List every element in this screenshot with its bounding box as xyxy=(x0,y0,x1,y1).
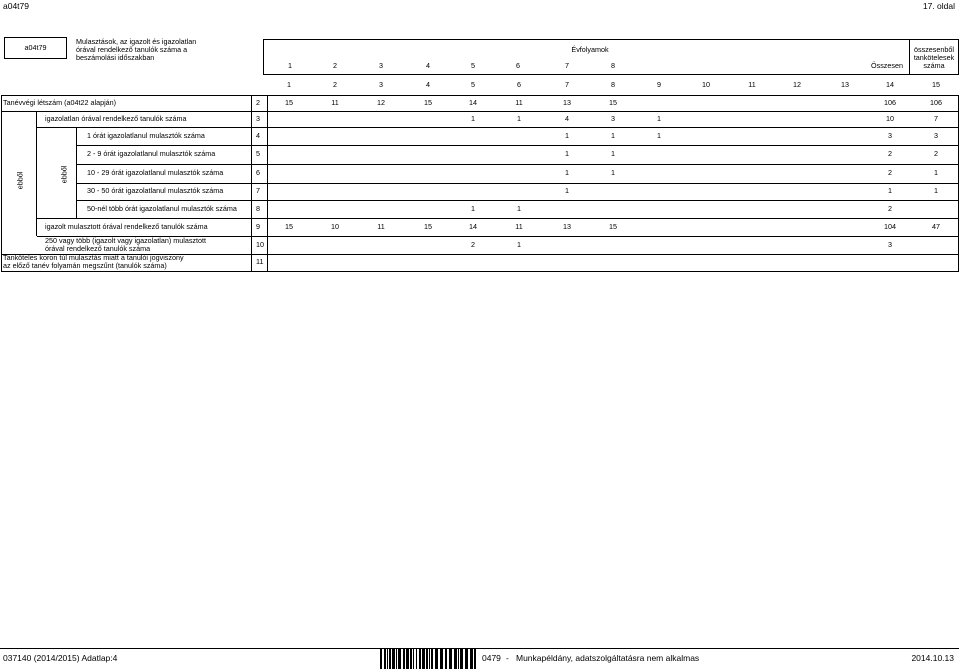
table-cell: 1 xyxy=(517,114,521,123)
barcode-bar xyxy=(419,649,421,669)
grade-label: 1 xyxy=(288,61,292,70)
row-number: 5 xyxy=(256,149,260,158)
row-divider xyxy=(77,200,959,201)
row-label: 50-nél több órát igazolatlanul mulasztók száma xyxy=(87,204,237,213)
barcode-bar xyxy=(454,649,457,669)
table-cell: 1 xyxy=(611,131,615,140)
table-cell: 1 xyxy=(611,149,615,158)
barcode-bar xyxy=(465,649,468,669)
table-cell: 2 xyxy=(471,240,475,249)
column-number: 12 xyxy=(793,80,801,89)
table-cell: 106 xyxy=(930,98,942,107)
column-number: 11 xyxy=(748,80,756,89)
evfolyamok-header: Évfolyamok xyxy=(571,45,609,54)
column-divider xyxy=(76,127,77,218)
table-cell: 14 xyxy=(469,98,477,107)
column-number: 5 xyxy=(471,80,475,89)
row-number: 9 xyxy=(256,222,260,231)
grade-label: 4 xyxy=(426,61,430,70)
barcode-bar xyxy=(406,649,409,669)
row-label: 2 - 9 órát igazolatlanul mulasztók száma xyxy=(87,149,216,158)
barcode-bar xyxy=(387,649,388,669)
table-cell: 3 xyxy=(888,131,892,140)
grade-label: 8 xyxy=(611,61,615,70)
barcode-bar xyxy=(474,649,476,669)
code-box xyxy=(4,37,67,59)
table-cell: 3 xyxy=(611,114,615,123)
table-cell: 2 xyxy=(888,149,892,158)
table-cell: 15 xyxy=(285,98,293,107)
table-cell: 1 xyxy=(565,168,569,177)
column-number: 3 xyxy=(379,80,383,89)
grade-label: 5 xyxy=(471,61,475,70)
barcode-bar xyxy=(392,649,395,669)
column-number: 6 xyxy=(517,80,521,89)
footer-mode: Munkapéldány, adatszolgáltatásra nem alkalmas xyxy=(516,653,700,663)
table-cell: 2 xyxy=(888,168,892,177)
table-cell: 15 xyxy=(424,222,432,231)
table-cell: 1 xyxy=(934,168,938,177)
table-cell: 1 xyxy=(657,131,661,140)
barcode-bar xyxy=(445,649,447,669)
row-number: 2 xyxy=(256,98,260,107)
footer-dash: - xyxy=(506,653,509,663)
row-divider xyxy=(77,145,959,146)
row-label: 1 órát igazolatlanul mulasztók száma xyxy=(87,131,205,140)
barcode-bar xyxy=(426,649,428,669)
table-cell: 1 xyxy=(888,186,892,195)
barcode-bar xyxy=(380,649,382,669)
barcode-bar xyxy=(398,649,401,669)
table-cell: 1 xyxy=(565,149,569,158)
row-label: igazolatlan órával rendelkező tanulók száma xyxy=(45,114,187,123)
column-number: 4 xyxy=(426,80,430,89)
barcode-bar xyxy=(470,649,473,669)
barcode-bar xyxy=(422,649,425,669)
osszesen-header: Összesen xyxy=(871,61,903,70)
table-cell: 12 xyxy=(377,98,385,107)
grade-label: 7 xyxy=(565,61,569,70)
barcode-bar xyxy=(413,649,414,669)
column-number: 14 xyxy=(886,80,894,89)
table-cell: 106 xyxy=(884,98,896,107)
table-cell: 1 xyxy=(565,131,569,140)
last-col-header: száma xyxy=(923,61,945,70)
row-number: 8 xyxy=(256,204,260,213)
row-label: igazolt mulasztott órával rendelkező tanulók száma xyxy=(45,222,208,231)
column-number: 8 xyxy=(611,80,615,89)
table-cell: 2 xyxy=(934,149,938,158)
table-cell: 104 xyxy=(884,222,896,231)
barcode-bar xyxy=(429,649,430,669)
table-cell: 3 xyxy=(934,131,938,140)
footer-left: 037140 (2014/2015) Adatlap:4 xyxy=(3,653,118,663)
table-cell: 1 xyxy=(471,114,475,123)
description-line: beszámolási időszakban xyxy=(76,53,155,62)
footer-date: 2014.10.13 xyxy=(911,653,954,663)
last-col-header: összesenből xyxy=(914,45,954,54)
column-divider xyxy=(36,111,37,236)
barcode-bar xyxy=(449,649,452,669)
table-cell: 15 xyxy=(609,222,617,231)
row-label: órával rendelkező tanulók száma xyxy=(45,243,151,253)
last-col-header: tankötelesek xyxy=(913,53,955,62)
row-number: 11 xyxy=(256,257,264,266)
table-cell: 3 xyxy=(888,240,892,249)
column-number: 1 xyxy=(287,80,291,89)
table-cell: 15 xyxy=(424,98,432,107)
row-divider xyxy=(1,271,959,272)
barcode-image xyxy=(380,649,477,669)
row-label: Tanköteles koron túl mulasztás miatt a tanulói jogviszony xyxy=(3,253,184,262)
row-label: 250 vagy több (igazolt vagy igazolatlan) mulasztott xyxy=(45,236,207,245)
row-label: 10 - 29 órát igazolatlanul mulasztók száma xyxy=(87,168,224,177)
column-number: 10 xyxy=(702,80,710,89)
row-divider xyxy=(37,218,959,219)
table-cell: 1 xyxy=(517,204,521,213)
row-divider xyxy=(37,127,959,128)
barcode-bar xyxy=(410,649,412,669)
row-divider xyxy=(77,183,959,184)
table-cell: 13 xyxy=(563,98,571,107)
table-cell: 11 xyxy=(515,98,523,107)
table-cell: 1 xyxy=(934,186,938,195)
table-cell: 1 xyxy=(611,168,615,177)
row-label: az előző tanév folyamán megszűnt (tanulók száma) xyxy=(3,260,167,270)
barcode-bar xyxy=(396,649,397,669)
table-cell: 47 xyxy=(932,222,940,231)
barcode-bar xyxy=(460,649,463,669)
barcode-bar xyxy=(440,649,443,669)
table-cell: 11 xyxy=(377,222,385,231)
table-cell: 1 xyxy=(657,114,661,123)
grade-label: 6 xyxy=(516,61,520,70)
table-cell: 4 xyxy=(565,114,569,123)
table-cell: 1 xyxy=(565,186,569,195)
table-cell: 10 xyxy=(886,114,894,123)
table-cell: 11 xyxy=(331,98,339,107)
barcode-bar xyxy=(458,649,459,669)
row-divider xyxy=(1,111,959,112)
column-number: 2 xyxy=(333,80,337,89)
row-label: 30 - 50 órát igazolatlanul mulasztók száma xyxy=(87,186,224,195)
side-label-inner: ebből xyxy=(59,165,69,184)
description-line: órával rendelkező tanulók száma a xyxy=(76,45,188,54)
table-cell: 1 xyxy=(471,204,475,213)
table-cell: 13 xyxy=(563,222,571,231)
row-divider xyxy=(1,95,959,96)
row-divider xyxy=(77,164,959,165)
column-number: 7 xyxy=(565,80,569,89)
table-cell: 10 xyxy=(331,222,339,231)
column-divider xyxy=(1,95,2,271)
row-number: 7 xyxy=(256,186,260,195)
description-line: Mulasztások, az igazolt és igazolatlan xyxy=(76,37,197,46)
row-number: 4 xyxy=(256,131,260,140)
row-number: 10 xyxy=(256,240,264,249)
barcode-bar xyxy=(384,649,386,669)
barcode-bar xyxy=(435,649,438,669)
barcode-bar xyxy=(416,649,417,669)
grade-label: 2 xyxy=(333,61,337,70)
barcode-bar xyxy=(389,649,391,669)
row-number: 6 xyxy=(256,168,260,177)
table-cell: 14 xyxy=(469,222,477,231)
code-box-label: a04t79 xyxy=(24,43,47,52)
footer-barcode-number: 0479 xyxy=(482,653,501,663)
row-label: Tanévvégi létszám (a04t22 alapján) xyxy=(3,98,117,107)
column-divider xyxy=(251,95,252,271)
column-number: 9 xyxy=(657,80,661,89)
row-number: 3 xyxy=(256,114,260,123)
side-label-outer: ebből xyxy=(15,171,25,190)
barcode-bar xyxy=(431,649,433,669)
barcode-bar xyxy=(403,649,405,669)
column-number: 13 xyxy=(841,80,849,89)
grade-label: 3 xyxy=(379,61,383,70)
table-cell: 7 xyxy=(934,114,938,123)
page-code: a04t79 xyxy=(3,1,29,11)
table-cell: 15 xyxy=(285,222,293,231)
table-cell: 2 xyxy=(888,204,892,213)
column-number: 15 xyxy=(932,80,940,89)
column-divider xyxy=(267,95,268,271)
page-label: 17. oldal xyxy=(922,1,955,11)
table-cell: 15 xyxy=(609,98,617,107)
table-cell: 1 xyxy=(517,240,521,249)
table-cell: 11 xyxy=(515,222,523,231)
